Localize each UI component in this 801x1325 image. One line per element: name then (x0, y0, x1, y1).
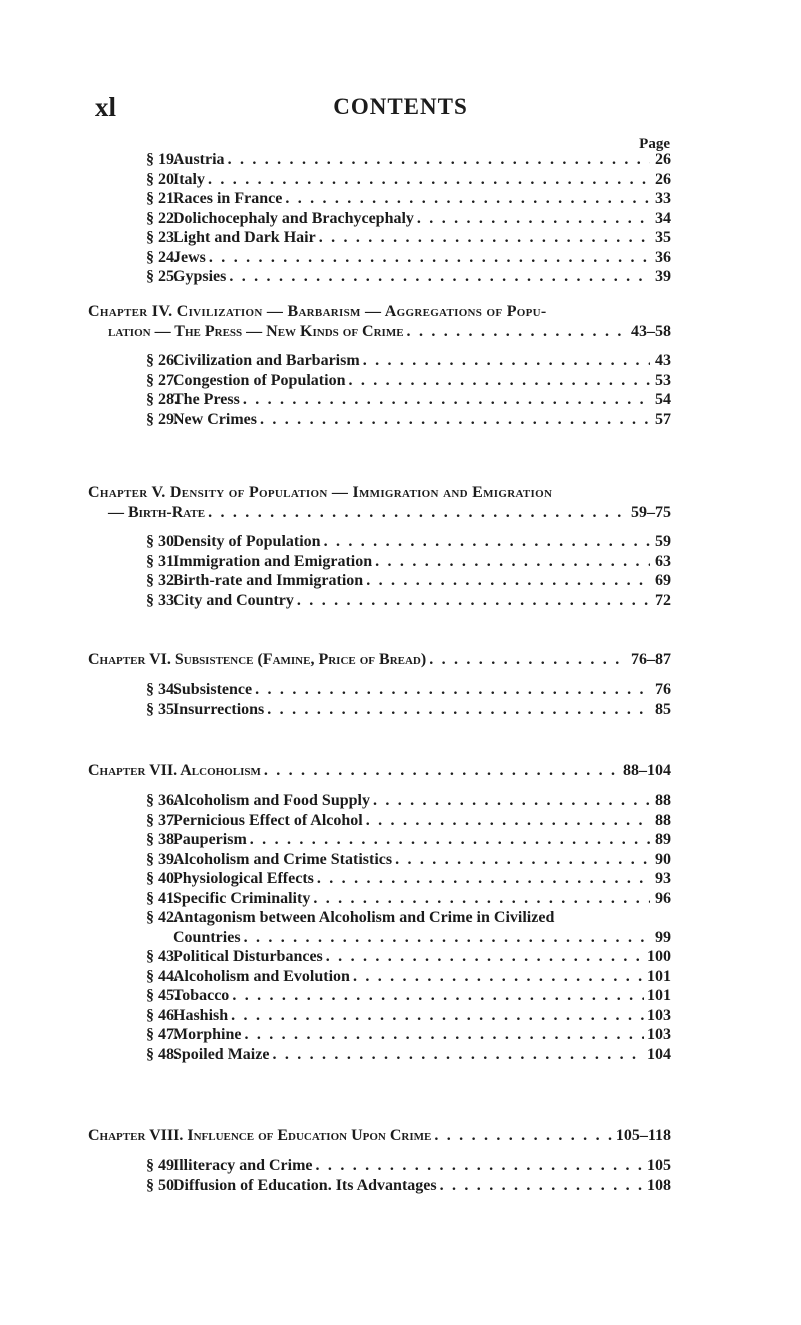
section-title: Hashish (173, 1006, 229, 1024)
section-page: 26 (655, 151, 671, 168)
leader-dots (417, 209, 650, 229)
section-page: 69 (655, 572, 671, 589)
leader-dots (244, 1025, 644, 1045)
section-page: 63 (655, 552, 671, 570)
toc-entry (146, 209, 671, 229)
section-title: Spoiled Maize (173, 1045, 270, 1063)
leader-dots (429, 650, 628, 670)
leader-dots (353, 967, 644, 987)
toc-entry (146, 591, 671, 611)
leader-dots (324, 532, 650, 552)
section-page: 88 (655, 811, 671, 829)
section-title: Insurrections (173, 700, 265, 718)
section-title: Morphine (173, 1026, 242, 1043)
page-title: CONTENTS (333, 94, 468, 119)
section-title: Density of Population (173, 533, 321, 550)
section-page: 100 (647, 948, 671, 965)
section-number: § 34. (146, 681, 178, 698)
section-title: Alcoholism and Evolution (173, 967, 350, 985)
leader-dots (440, 1176, 644, 1196)
section-page: 103 (647, 1006, 671, 1024)
section-page: 72 (655, 591, 671, 609)
section-number: § 23. (146, 229, 178, 246)
chapter-title: Chapter VII. Alcoholism (88, 762, 261, 779)
section-page: 89 (655, 831, 671, 848)
leader-dots (366, 811, 650, 831)
section-title: Subsistence (173, 681, 253, 698)
chapter-title: Chapter VIII. Influence of Education Upon Crime (88, 1127, 432, 1144)
chapter-pages: 76–87 (631, 651, 671, 668)
toc-entry (146, 811, 671, 831)
leader-dots (208, 503, 628, 523)
section-page: 43 (655, 352, 671, 369)
section-title: Political Disturbances (173, 948, 323, 965)
toc-entry (146, 390, 671, 410)
section-title: Congestion of Population (173, 371, 346, 389)
section-page: 59 (655, 533, 671, 550)
section-title: Civilization and Barbarism (173, 352, 360, 369)
section-title: Specific Criminality (173, 889, 311, 907)
section-number: § 24. (146, 248, 178, 266)
toc-entry (146, 170, 671, 190)
toc-entry (146, 552, 671, 572)
toc-entry (146, 1045, 671, 1065)
chapter-title: Chapter VI. Subsistence (Famine, Price of Bread) (88, 651, 427, 668)
toc-entry (146, 700, 671, 720)
section-list-ch5 (146, 532, 671, 610)
page-number: xl (95, 92, 117, 122)
section-title: Dolichocephaly and Brachycephaly (173, 209, 414, 227)
toc-entry (146, 967, 671, 987)
section-title: Birth-rate and Immigration (173, 572, 364, 589)
section-title: Alcoholism and Food Supply (173, 792, 370, 809)
section-title: Antagonism between Alcoholism and Crime in Civilized (173, 909, 555, 926)
toc-entry (146, 947, 671, 967)
section-number: § 45. (146, 987, 178, 1004)
section-page: 103 (647, 1026, 671, 1043)
section-page: 33 (655, 190, 671, 207)
chapter-pages: 59–75 (631, 503, 671, 521)
section-title: Pauperism (173, 831, 247, 848)
toc-entry (146, 830, 671, 850)
toc-entry (146, 908, 671, 928)
section-page: 34 (655, 209, 671, 227)
leader-dots (316, 1156, 644, 1176)
section-number: § 26. (146, 352, 178, 369)
section-page: 99 (655, 928, 671, 946)
toc-entry-cont (146, 928, 671, 948)
section-title: New Crimes (173, 410, 257, 428)
toc-entry (146, 189, 671, 209)
leader-dots (313, 889, 650, 909)
chapter-pages: 105–118 (615, 1127, 671, 1144)
toc-entry (146, 228, 671, 248)
section-title: Immigration and Emigration (173, 552, 373, 570)
section-number: § 31. (146, 552, 178, 570)
section-number: § 25. (146, 268, 178, 285)
section-page: 88 (655, 792, 671, 809)
leader-dots (366, 571, 650, 591)
toc-entry (146, 571, 671, 591)
chapter-title: Chapter V. Density of Population — Immigration and Emigration (88, 484, 553, 501)
section-title: Alcoholism and Crime Statistics (173, 850, 393, 868)
toc-entry (146, 371, 671, 391)
toc-entry (146, 889, 671, 909)
section-number: § 22. (146, 209, 178, 227)
section-number: § 29. (146, 410, 178, 428)
leader-dots (231, 1006, 644, 1026)
section-number: § 33. (146, 591, 178, 609)
chapter-title-cont: lation — The Press — New Kinds of Crime (108, 322, 404, 340)
section-page: 53 (655, 371, 671, 389)
chapter-pages: 43–58 (631, 322, 671, 340)
section-page: 76 (655, 681, 671, 698)
leader-dots (229, 267, 650, 287)
section-number: § 40. (146, 870, 178, 887)
toc-entry (146, 248, 671, 268)
section-number: § 27. (146, 371, 178, 389)
section-title-cont: Countries (173, 928, 241, 946)
section-page: 26 (655, 170, 671, 188)
toc-entry (146, 410, 671, 430)
section-title: The Press (173, 391, 240, 408)
section-title: Physiological Effects (173, 870, 314, 887)
leader-dots (250, 830, 650, 850)
section-number: § 39. (146, 850, 178, 868)
leader-dots (264, 761, 620, 781)
section-page: 108 (647, 1176, 671, 1194)
section-list-ch4 (146, 351, 671, 429)
page-column-label: Page (639, 136, 670, 152)
section-list-ch6 (146, 680, 671, 719)
section-page: 90 (655, 850, 671, 868)
section-list-ch7 (146, 791, 671, 1064)
section-page: 93 (655, 870, 671, 887)
section-number: § 43. (146, 948, 178, 965)
section-number: § 47. (146, 1026, 178, 1043)
section-number: § 50. (146, 1176, 178, 1194)
section-number: § 44. (146, 967, 178, 985)
toc-entry (146, 351, 671, 371)
leader-dots (255, 680, 650, 700)
toc-entry (146, 986, 671, 1006)
leader-dots (407, 322, 628, 342)
section-number: § 38. (146, 831, 178, 848)
section-page: 35 (655, 229, 671, 246)
section-page: 96 (655, 889, 671, 907)
chapter-title-cont: — Birth-Rate (108, 503, 206, 521)
section-title: Races in France (173, 190, 283, 207)
leader-dots (272, 1045, 644, 1065)
leader-dots (319, 228, 650, 248)
section-page: 101 (647, 967, 671, 985)
leader-dots (348, 371, 650, 391)
section-title: City and Country (173, 591, 294, 609)
leader-dots (326, 947, 644, 967)
section-number: § 35. (146, 700, 178, 718)
leader-dots (208, 170, 650, 190)
chapter-heading-v (88, 483, 671, 522)
chapter-heading-viii (88, 1126, 671, 1146)
toc-entry (146, 791, 671, 811)
toc-entry (146, 869, 671, 889)
leader-dots (363, 351, 650, 371)
toc-entry (146, 850, 671, 870)
section-title: Jews (173, 248, 206, 266)
section-number: § 36. (146, 792, 178, 809)
leader-dots (285, 189, 650, 209)
section-page: 105 (647, 1157, 671, 1174)
section-number: § 48. (146, 1045, 178, 1063)
leader-dots (317, 869, 650, 889)
toc-entry (146, 1156, 671, 1176)
section-list-ch8 (146, 1156, 671, 1195)
leader-dots (209, 248, 650, 268)
section-page: 85 (655, 700, 671, 718)
page-header (0, 92, 801, 126)
leader-dots (243, 390, 650, 410)
section-page: 57 (655, 410, 671, 428)
section-page: 36 (655, 248, 671, 266)
section-title: Illiteracy and Crime (173, 1157, 313, 1174)
chapter-heading-iv (88, 302, 671, 341)
section-title: Tobacco (173, 987, 230, 1004)
section-page: 39 (655, 268, 671, 285)
section-page: 101 (647, 987, 671, 1004)
chapter-pages: 88–104 (623, 762, 671, 779)
section-number: § 41. (146, 889, 178, 907)
toc-entry (146, 1025, 671, 1045)
section-number: § 28. (146, 391, 178, 408)
leader-dots (297, 591, 650, 611)
section-number: § 49. (146, 1157, 178, 1174)
leader-dots (228, 150, 650, 170)
section-number: § 19. (146, 151, 178, 168)
toc-entry (146, 1176, 671, 1196)
section-number: § 30. (146, 533, 178, 550)
section-number: § 42. (146, 909, 178, 926)
toc-entry (146, 150, 671, 170)
leader-dots (232, 986, 644, 1006)
chapter-heading-vi (88, 650, 671, 670)
leader-dots (373, 791, 650, 811)
toc-entry (146, 267, 671, 287)
section-number: § 37. (146, 811, 178, 829)
leader-dots (375, 552, 650, 572)
section-title: Diffusion of Education. Its Advantages (173, 1176, 437, 1194)
leader-dots (267, 700, 650, 720)
section-title: Gypsies (173, 268, 227, 285)
section-number: § 21. (146, 190, 178, 207)
section-page: 54 (655, 391, 671, 408)
section-title: Pernicious Effect of Alcohol (173, 811, 363, 829)
toc-entry (146, 532, 671, 552)
leader-dots (434, 1126, 613, 1146)
toc-entry (146, 680, 671, 700)
chapter-heading-vii (88, 761, 671, 781)
section-title: Light and Dark Hair (173, 229, 316, 246)
section-title: Austria (173, 151, 225, 168)
section-page: 104 (647, 1045, 671, 1063)
section-title: Italy (173, 170, 205, 188)
section-number: § 20. (146, 170, 178, 188)
section-number: § 32. (146, 572, 178, 589)
leader-dots (395, 850, 650, 870)
section-number: § 46. (146, 1006, 178, 1024)
leader-dots (260, 410, 650, 430)
section-list-ch3 (146, 150, 671, 287)
toc-entry (146, 1006, 671, 1026)
leader-dots (244, 928, 650, 948)
chapter-title: Chapter IV. Civilization — Barbarism — Aggregations of Popu- (88, 303, 547, 320)
